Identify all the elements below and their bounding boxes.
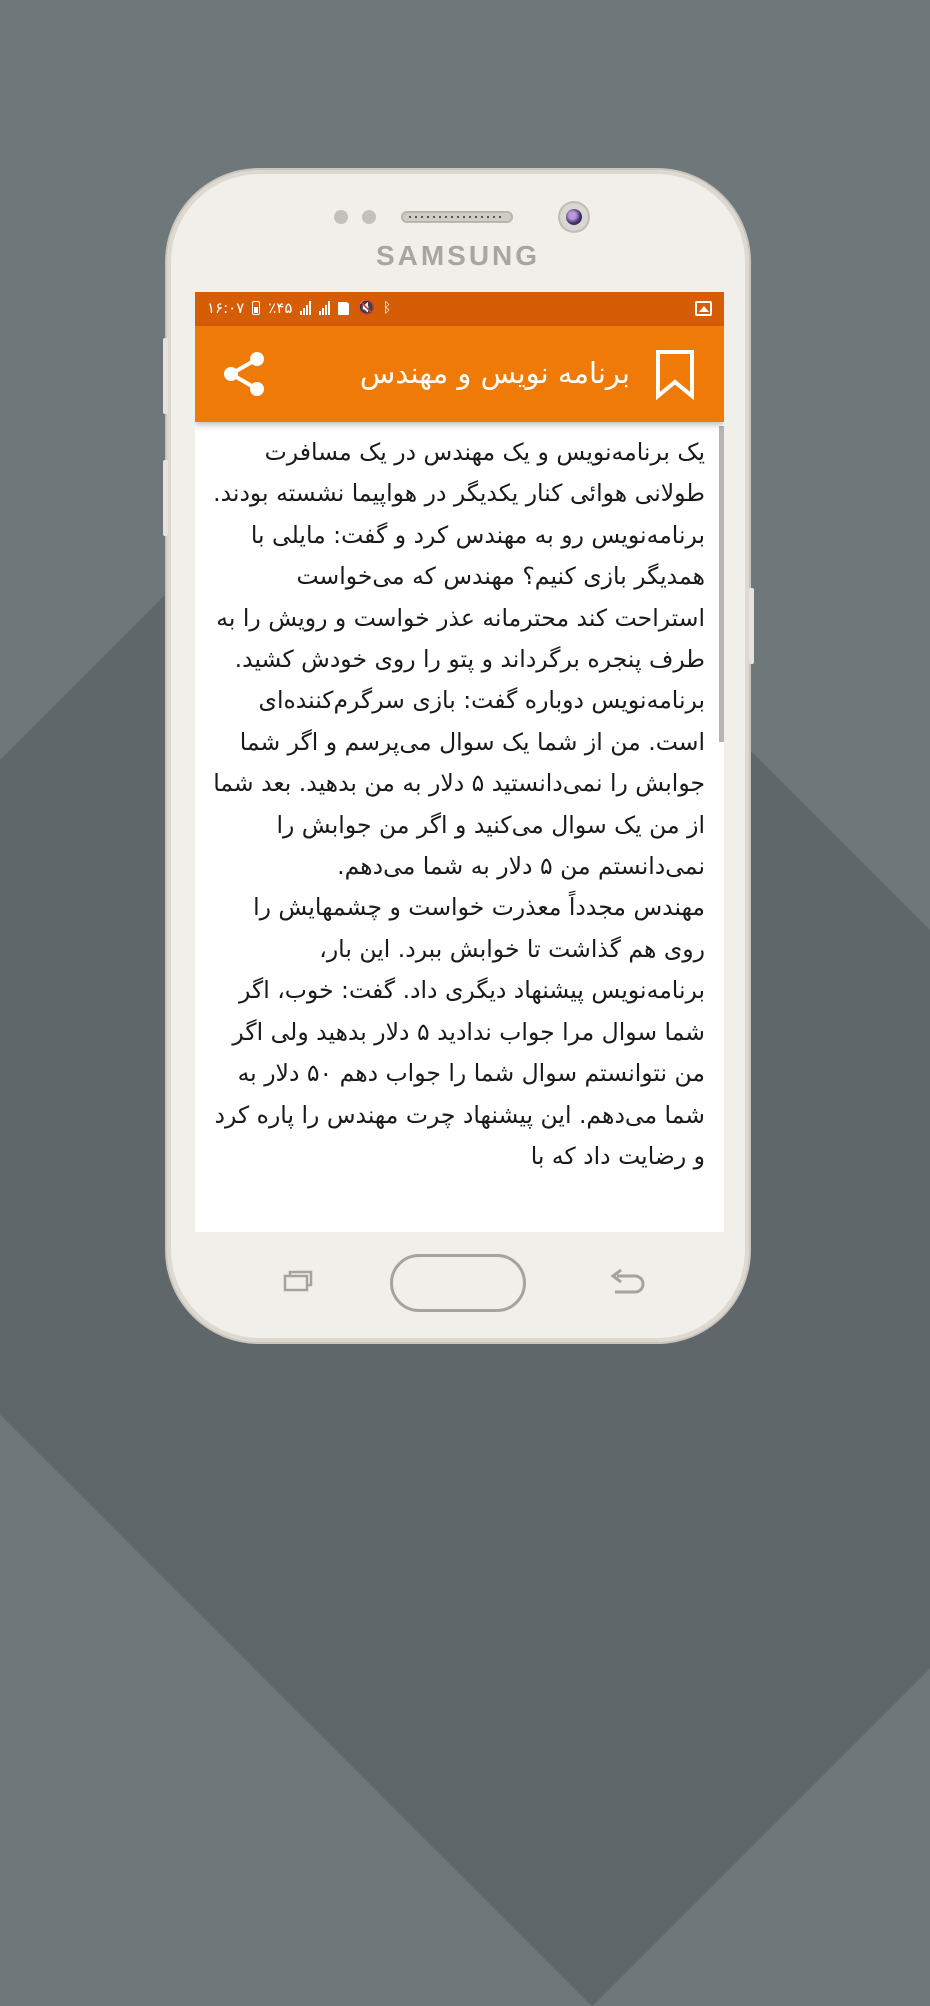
volume-button — [163, 338, 168, 414]
mute-icon: 🔇 — [357, 300, 375, 316]
sd-card-icon — [338, 302, 349, 315]
signal-icon-2 — [319, 301, 330, 315]
back-button[interactable] — [607, 1268, 645, 1296]
brand-logo: SAMSUNG — [375, 240, 541, 271]
proximity-sensor — [334, 210, 348, 224]
article-paragraph: مهندس مجدداً معذرت خواست و چشمهایش را روی هم گذاشت تا خوابش ببرد. این بار، برنامه‌نویس پیشنهاد دیگری داد. گفت: خوب، اگر شما سوال مرا جواب ندادید ۵ دلار بدهید ولی اگر من نتوانستم سوال شما را جواب دهم ۵۰ دلار به شما می‌دهم. این پیشنهاد چرت مهندس را پاره کرد و رضایت داد که با — [214, 893, 705, 1170]
article-text — [209, 432, 705, 1177]
home-button[interactable] — [390, 1254, 526, 1312]
recent-apps-button[interactable] — [283, 1270, 313, 1292]
phone-screen — [195, 292, 724, 1232]
page-title: برنامه نویس و مهندس — [359, 356, 630, 390]
scrollbar[interactable] — [719, 426, 724, 742]
light-sensor — [362, 210, 376, 224]
share-icon[interactable] — [221, 351, 267, 397]
status-bar — [195, 292, 724, 326]
battery-percent: ٪۴۵ — [268, 299, 293, 317]
status-icons — [207, 299, 391, 317]
earpiece-speaker — [401, 211, 513, 223]
battery-icon — [252, 301, 260, 315]
signal-icon — [300, 301, 311, 315]
volume-button-lower — [163, 460, 168, 536]
power-button — [749, 588, 754, 664]
gallery-icon — [695, 301, 712, 316]
bluetooth-icon: ᛒ — [382, 300, 392, 316]
status-time: ۱۶:۰۷ — [207, 299, 245, 317]
bookmark-icon[interactable] — [654, 348, 696, 400]
article-paragraph: یک برنامه‌نویس و یک مهندس در یک مسافرت طولانی هوائی کنار یکدیگر در هواپیما نشسته بودند. برنامه‌نویس رو به مهندس کرد و گفت: مایلی با همدیگر بازی کنیم؟ مهندس که می‌خواست استراحت کند محترمانه عذر خواست و رویش را به طرف پنجره برگرداند و پتو را روی خودش کشید. برنامه‌نویس دوباره گفت: بازی سرگرم‌کننده‌ای است. من از شما یک سوال می‌پرسم و اگر شما جوابش را نمی‌دانستید ۵ دلار به من بدهید. بعد شما از من یک سوال می‌کنید و اگر من جوابش را نمی‌دانستم من ۵ دلار به شما می‌دهم. — [213, 438, 705, 881]
app-bar — [195, 326, 724, 422]
front-camera — [560, 203, 588, 231]
